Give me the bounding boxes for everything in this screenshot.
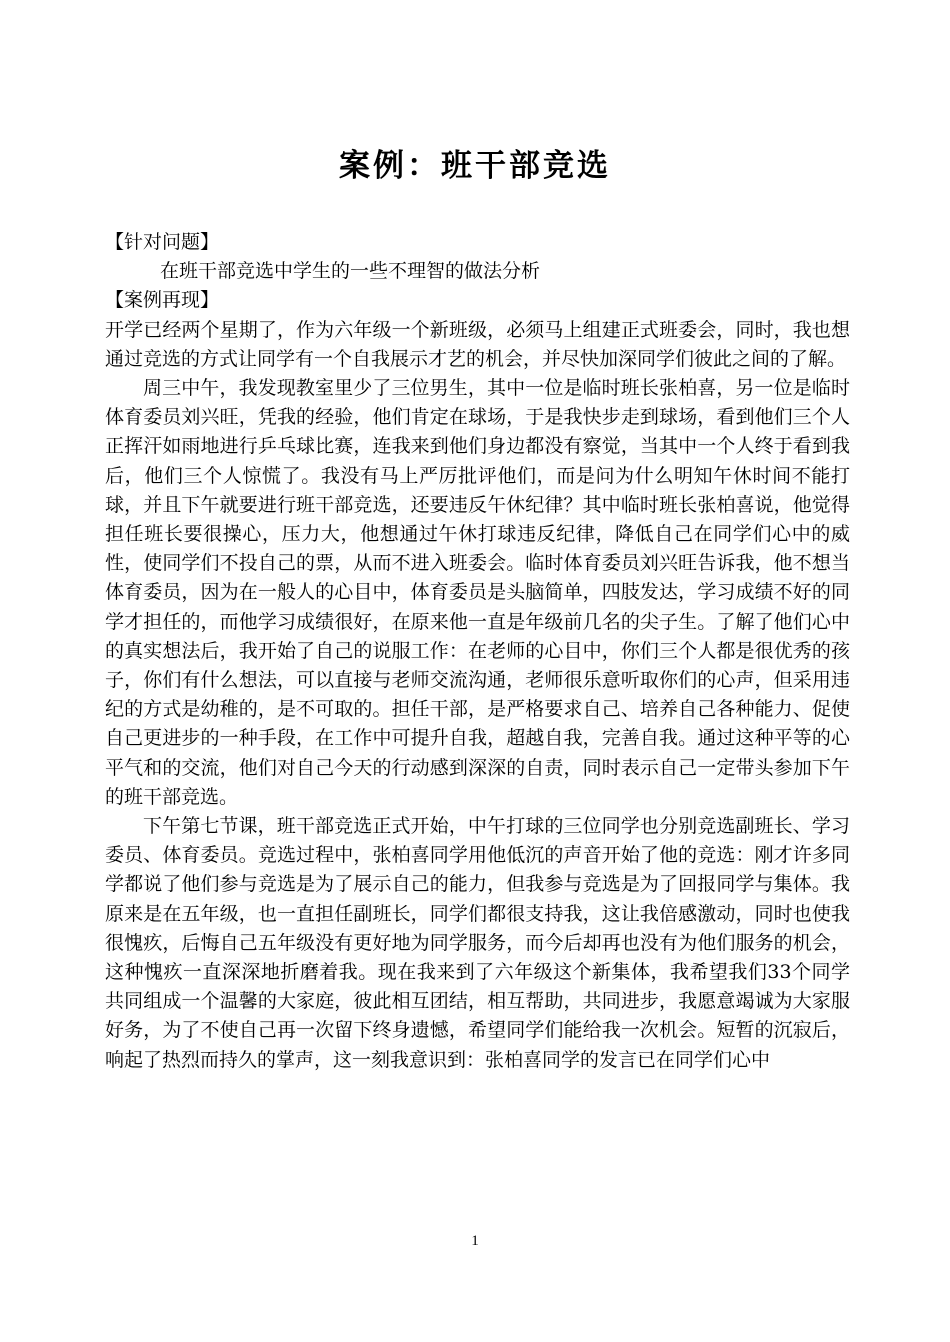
paragraph-election: 下午第七节课，班干部竞选正式开始，中午打球的三位同学也分别竞选副班长、学习委员、体育委员。竞选过程中，张柏喜同学用他低沉的声音开始了他的竞选：刚才许多同学都说了他们参与竞选是为了展示自己的能力，但我参与竞选是为了回报同学与集体。我原来是在五年级，也一直担任副班长，同学们都很支持我，这让我倍感激动，同时也使我很愧疚，后悔自己五年级没有更好地为同学服务，而今后却再也没有为他们服务的机会，这种愧疚一直深深地折磨着我。现在我来到了六年级这个新集体，我希望我们33个同学共同组成一个温馨的大家庭，彼此相互团结，相互帮助，共同进步，我愿意竭诚为大家服好务，为了不使自己再一次留下终身遗憾，希望同学们能给我一次机会。短暂的沉寂后，响起了热烈而持久的掌声，这一刻我意识到：张柏喜同学的发言已在同学们心中: [105, 815, 850, 1071]
issue-text: 在班干部竞选中学生的一些不理智的做法分析: [160, 260, 541, 283]
page-title: 案例：班干部竞选: [339, 148, 611, 184]
paragraph-incident: 周三中午，我发现教室里少了三位男生，其中一位是临时班长张柏喜，另一位是临时体育委员刘兴旺，凭我的经验，他们肯定在球场，于是我快步走到球场，看到他们三个人正挥汗如雨地进行乒乓球比赛，连我来到他们身边都没有察觉，当其中一个人终于看到我后，他们三个人惊慌了。我没有马上严厉批评他们，而是问为什么明知午休时间不能打球，并且下午就要进行班干部竞选，还要违反午休纪律？其中临时班长张柏喜说，他觉得担任班长要很操心，压力大，他想通过午休打球违反纪律，降低自己在同学们心中的威性，使同学们不投自己的票，从而不进入班委会。临时体育委员刘兴旺告诉我，他不想当体育委员，因为在一般人的心目中，体育委员是头脑简单，四肢发达，学习成绩不好的同学才担任的，而他学习成绩很好，在原来他一直是年级前几名的尖子生。了解了他们心中的真实想法后，我开始了自己的说服工作：在老师的心目中，你们三个人都是很优秀的孩子，你们有什么想法，可以直接与老师交流沟通，老师很乐意听取你们的心声，但采用违纪的方式是幼稚的，是不可取的。担任干部，是严格要求自己、培养自己各种能力、促使自己更进步的一种手段，在工作中可提升自我，超越自我，完善自我。通过这种平等的心平气和的交流，他们对自己今天的行动感到深深的自责，同时表示自己一定带头参加下午的班干部竞选。: [105, 377, 850, 808]
document-body: [105, 228, 850, 1075]
section-heading-case: 【案例再现】: [105, 289, 220, 312]
section-heading-issue: 【针对问题】: [105, 231, 220, 253]
paragraph-intro: 开学已经两个星期了，作为六年级一个新班级，必须马上组建正式班委会，同时，我也想通过竞选的方式让同学有一个自我展示才艺的机会，并尽快加深同学们彼此之间的了解。: [105, 318, 850, 370]
page-number: 1: [471, 1233, 479, 1249]
